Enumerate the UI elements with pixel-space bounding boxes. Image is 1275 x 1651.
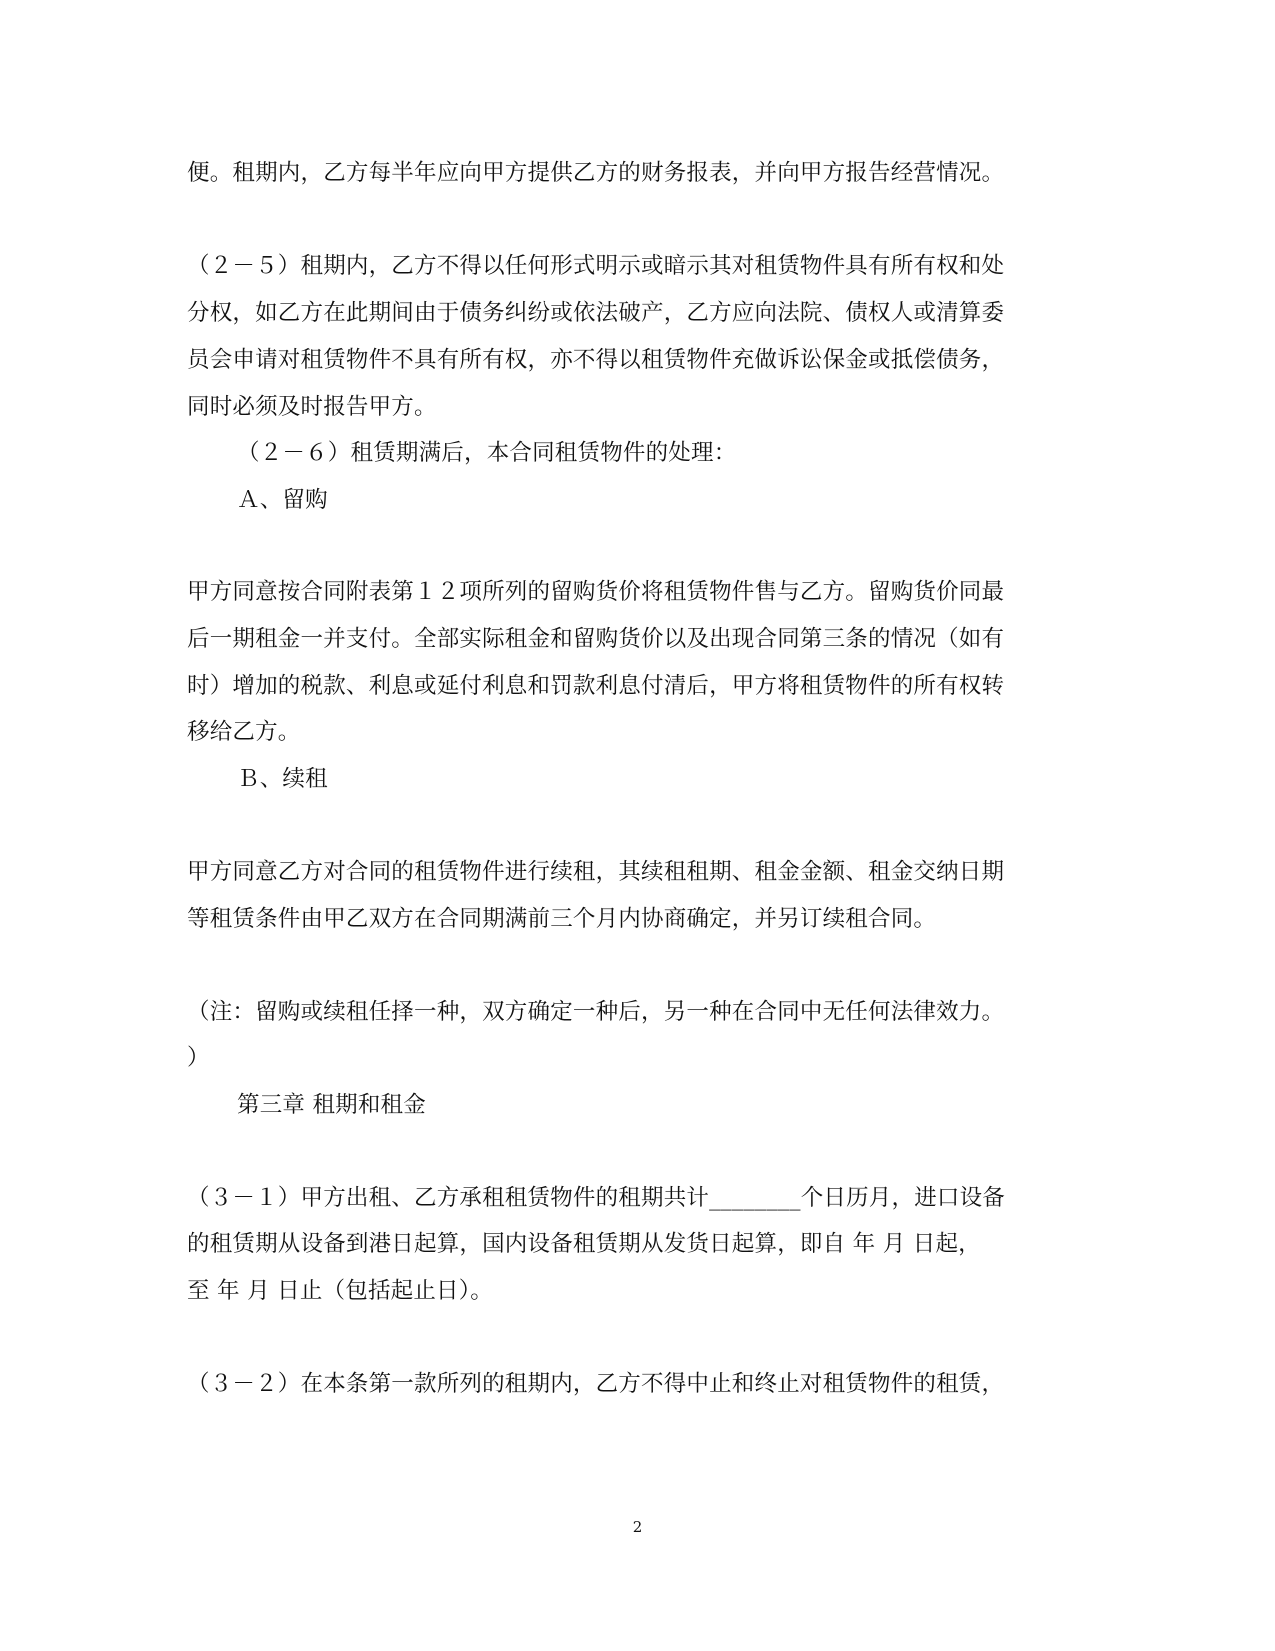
chapter-heading: 第三章 租期和租金	[237, 1092, 426, 1118]
text-line: 的租赁期从设备到港日起算，国内设备租赁期从发货日起算，即自 年 月 日起，	[187, 1231, 981, 1257]
page-number: 2	[632, 1518, 643, 1536]
text-line: Ａ、留购	[237, 487, 328, 513]
text-line: （注：留购或续租任择一种，双方确定一种后，另一种在合同中无任何法律效力。	[187, 999, 1005, 1025]
text-line: 员会申请对租赁物件不具有所有权，亦不得以租赁物件充做诉讼保金或抵偿债务，	[187, 347, 1005, 373]
text-line: 甲方同意乙方对合同的租赁物件进行续租，其续租租期、租金金额、租金交纳日期	[187, 859, 1005, 885]
text-line: 至 年 月 日止（包括起止日）。	[187, 1278, 493, 1304]
text-line: （３－２）在本条第一款所列的租期内，乙方不得中止和终止对租赁物件的租赁，	[187, 1371, 1005, 1397]
text-line: 时）增加的税款、利息或延付利息和罚款利息付清后，甲方将租赁物件的所有权转	[187, 673, 1005, 699]
text-line: （３－１）甲方出租、乙方承租租赁物件的租期共计________个日历月，进口设备	[187, 1185, 1006, 1211]
text-line: ）	[187, 1045, 210, 1071]
text-line: 甲方同意按合同附表第１２项所列的留购货价将租赁物件售与乙方。留购货价同最	[187, 579, 1005, 605]
text-line: （２－５）租期内，乙方不得以任何形式明示或暗示其对租赁物件具有所有权和处	[187, 253, 1005, 279]
text-line: 移给乙方。	[187, 719, 301, 745]
text-line: Ｂ、续租	[237, 766, 328, 792]
text-line: 便。租期内，乙方每半年应向甲方提供乙方的财务报表，并向甲方报告经营情况。	[187, 160, 1005, 186]
text-line: （２－６）租赁期满后，本合同租赁物件的处理：	[237, 440, 737, 466]
text-line: 同时必须及时报告甲方。	[187, 394, 437, 420]
text-line: 等租赁条件由甲乙双方在合同期满前三个月内协商确定，并另订续租合同。	[187, 906, 937, 932]
text-line: 后一期租金一并支付。全部实际租金和留购货价以及出现合同第三条的情况（如有	[187, 626, 1005, 652]
text-line: 分权，如乙方在此期间由于债务纠纷或依法破产，乙方应向法院、债权人或清算委	[187, 300, 1005, 326]
